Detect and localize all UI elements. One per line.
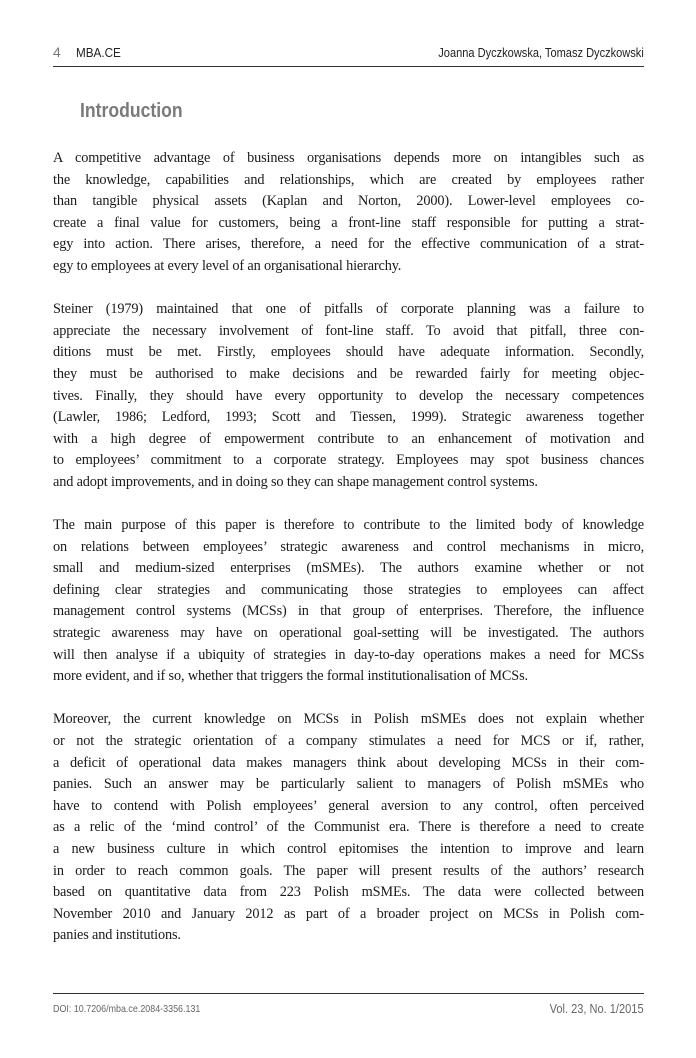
- text-line: panies and institutions.: [53, 927, 181, 944]
- text-line: and adopt improvements, and in doing so they can shape management control systems.: [53, 473, 538, 490]
- text-line: strategic awareness may have on operational goal-setting will be investigated. The authors: [53, 625, 644, 642]
- running-header: [53, 40, 644, 67]
- text-line: management control systems (MCSs) in that group of enterprises. Therefore, the influence: [53, 603, 644, 620]
- text-line: will then analyse if a ubiquity of strategies in day-to-day operations makes a need for MCSs: [53, 646, 644, 663]
- text-line: a deficit of operational data makes managers think about developing MCSs in their com-: [53, 754, 644, 771]
- text-line: Steiner (1979) maintained that one of pitfalls of corporate planning was a failure to: [53, 301, 644, 318]
- paragraph: [53, 148, 644, 278]
- text-line: small and medium-sized enterprises (mSMEs). The authors examine whether or not: [53, 560, 644, 577]
- paragraph: [53, 299, 644, 493]
- text-line: The main purpose of this paper is therefore to contribute to the limited body of knowledge: [53, 517, 644, 534]
- text-line: (Lawler, 1986; Ledford, 1993; Scott and Tiessen, 1999). Strategic awareness together: [53, 409, 644, 426]
- text-line: egy into action. There arises, therefore, a need for the effective communication of a strat-: [53, 236, 644, 253]
- text-line: November 2010 and January 2012 as part of a broader project on MCSs in Polish com-: [53, 905, 644, 922]
- text-line: defining clear strategies and communicating those strategies to employees can affect: [53, 581, 644, 598]
- text-line: in order to reach common goals. The paper will present results of the authors’ research: [53, 862, 644, 879]
- text-line: as a relic of the ‘mind control’ of the Communist era. There is therefore a need to create: [53, 819, 644, 836]
- text-line: have to contend with Polish employees’ general aversion to any control, often perceived: [53, 797, 644, 814]
- page-number: 4: [53, 44, 61, 60]
- text-line: A competitive advantage of business organisations depends more on intangibles such as: [53, 150, 644, 166]
- text-line: Moreover, the current knowledge on MCSs in Polish mSMEs does not explain whether: [53, 711, 644, 728]
- text-line: appreciate the necessary involvement of font-line staff. To avoid that pitfall, three con-: [53, 322, 644, 339]
- body-text: [53, 148, 644, 969]
- authors: Joanna Dyczkowska, Tomasz Dyczkowski: [438, 45, 644, 60]
- text-line: panies. Such an answer may be particularly salient to managers of Polish mSMEs who: [53, 776, 644, 793]
- text-line: tives. Finally, they should have every opportunity to develop the necessary competences: [53, 387, 644, 404]
- text-line: or not the strategic orientation of a company stimulates a need for MCS or if, rather,: [53, 733, 644, 750]
- text-line: based on quantitative data from 223 Polish mSMEs. The data were collected between: [53, 884, 644, 901]
- section-title: Introduction: [80, 100, 183, 122]
- volume-issue: Vol. 23, No. 1/2015: [549, 1001, 644, 1016]
- text-line: ditions must be met. Firstly, employees should have adequate information. Secondly,: [53, 344, 644, 361]
- text-line: create a final value for customers, being a front-line staff responsible for putting a strat-: [53, 214, 644, 231]
- text-line: to employees’ commitment to a corporate strategy. Employees may spot business chances: [53, 452, 644, 469]
- text-line: more evident, and if so, whether that triggers the formal institutionalisation of MCSs.: [53, 668, 528, 685]
- paragraph: [53, 709, 644, 947]
- text-line: egy to employees at every level of an organisational hierarchy.: [53, 257, 402, 274]
- text-line: than tangible physical assets (Kaplan and Norton, 2000). Lower-level employees co-: [53, 193, 644, 210]
- text-line: they must be authorised to make decisions and be rewarded fairly for meeting objec-: [53, 365, 644, 382]
- doi: DOI: 10.7206/mba.ce.2084-3356.131: [53, 1003, 201, 1015]
- text-line: on relations between employees’ strategic awareness and control mechanisms in micro,: [53, 538, 644, 555]
- text-line: a new business culture in which control epitomises the intention to improve and learn: [53, 841, 644, 857]
- text-line: with a high degree of empowerment contribute to an enhancement of motivation and: [53, 430, 644, 447]
- journal-name: MBA.CE: [76, 45, 121, 60]
- text-line: the knowledge, capabilities and relationships, which are created by employees rather: [53, 171, 644, 188]
- running-footer: [53, 993, 644, 1016]
- paragraph: [53, 515, 644, 688]
